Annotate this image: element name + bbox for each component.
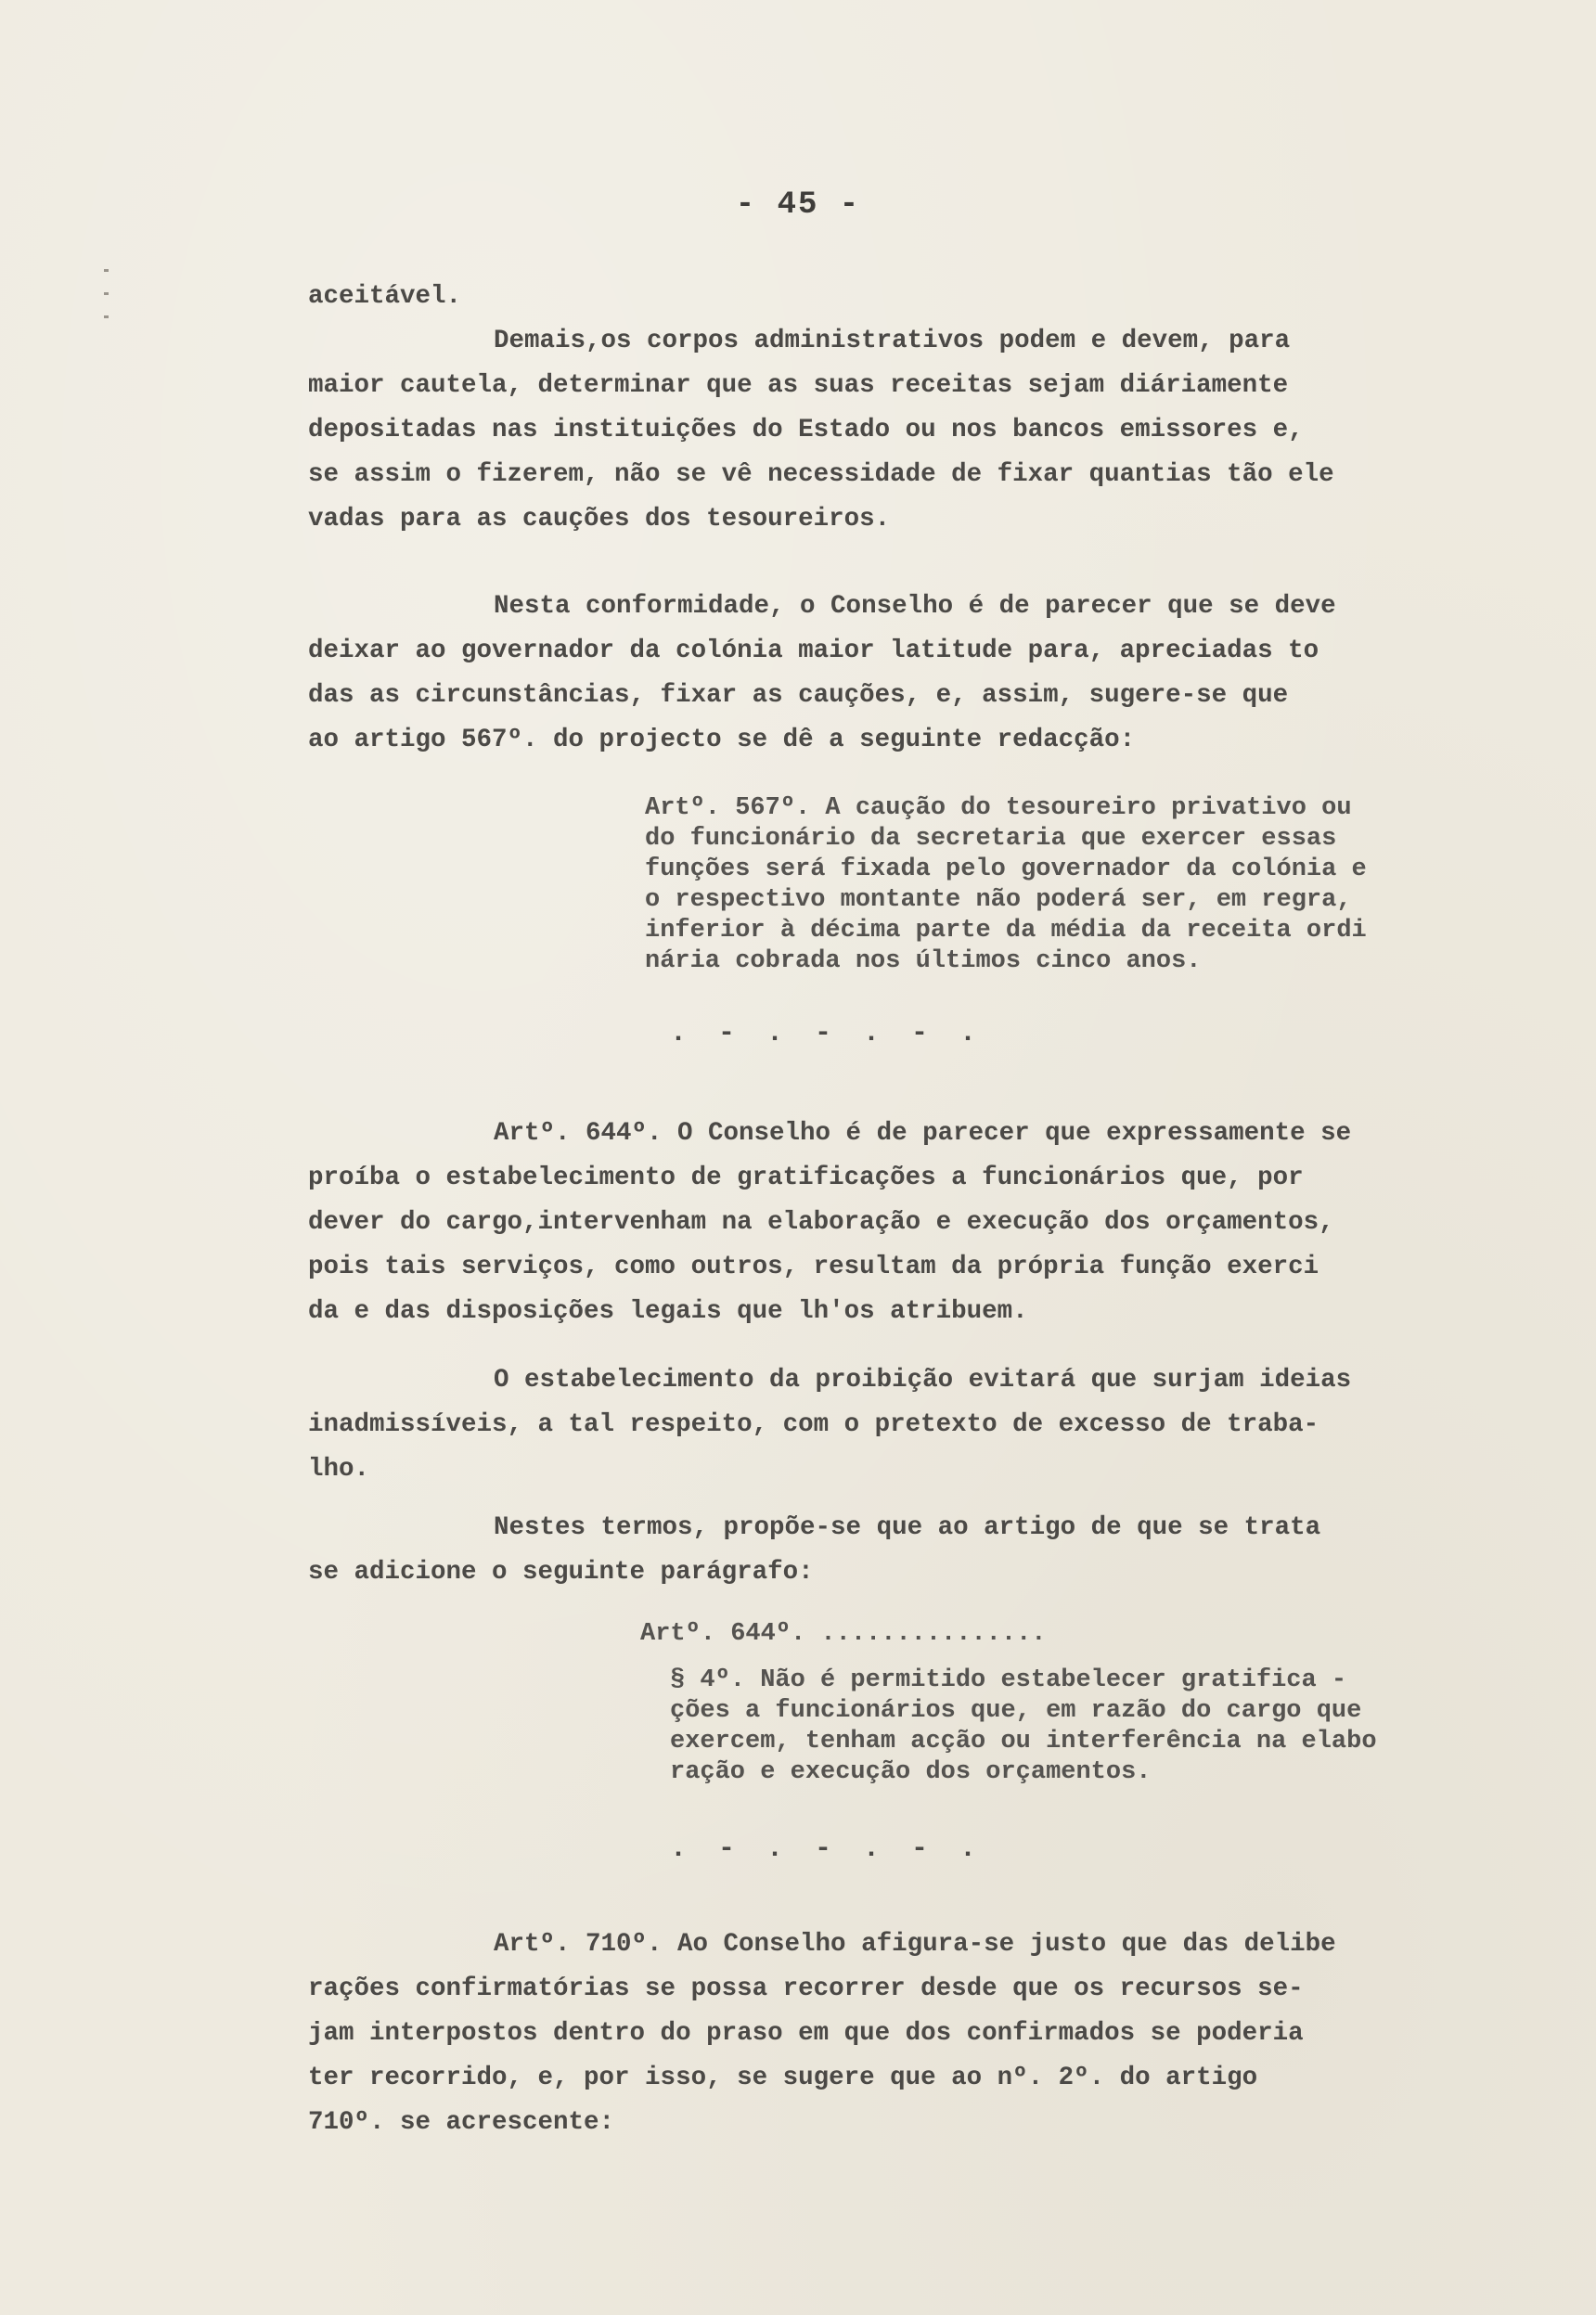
text-line: proíba o estabelecimento de gratificações a funcionários que, por	[308, 1164, 1304, 1192]
text-line: jam interpostos dentro do praso em que dos confirmados se poderia	[308, 2019, 1304, 2048]
text-line: dever do cargo,intervenham na elaboração e execução dos orçamentos,	[308, 1208, 1334, 1237]
text-line: ter recorrido, e, por isso, se sugere que ao nº. 2º. do artigo	[308, 2064, 1258, 2092]
text-line: se adicione o seguinte parágrafo:	[308, 1558, 814, 1587]
margin-mark	[104, 292, 109, 295]
text-line: inferior à décima parte da média da receita ordi	[645, 917, 1367, 945]
text-line: aceitável.	[308, 282, 462, 311]
page-number: - 45 -	[735, 187, 861, 223]
margin-mark	[104, 315, 109, 318]
text-line: pois tais serviços, como outros, resultam da própria função exerci	[308, 1253, 1319, 1281]
text-line: das as circunstâncias, fixar as cauções, e, assim, sugere-se que	[308, 681, 1289, 710]
paragraph-nesta-conformidade	[308, 585, 1542, 763]
text-line: maior cautela, determinar que as suas receitas sejam diáriamente	[308, 371, 1289, 400]
paragraph-estabelecimento	[308, 1358, 1542, 1492]
text-line: ao artigo 567º. do projecto se dê a seguinte redacção:	[308, 726, 1136, 754]
text-line: o respectivo montante não poderá ser, em regra,	[645, 886, 1352, 914]
quoted-article-567	[645, 793, 1540, 977]
text-line: Artº. 710º. Ao Conselho afigura-se justo que das delibe	[494, 1930, 1336, 1959]
margin-marks	[104, 269, 111, 339]
section-separator: . - . - . - .	[670, 1833, 985, 1865]
text-line: funções será fixada pelo governador da colónia e	[645, 855, 1367, 883]
text-line: ração e execução dos orçamentos.	[670, 1758, 1152, 1786]
text-line: depositadas nas instituições do Estado ou nos bancos emissores e,	[308, 416, 1304, 444]
paragraph-article-644	[308, 1112, 1542, 1334]
paragraph-article-710	[308, 1923, 1542, 2145]
text-line: Nestes termos, propõe-se que ao artigo de que se trata	[494, 1513, 1321, 1542]
text-line: Artº. 644º. O Conselho é de parecer que expressamente se	[494, 1119, 1352, 1148]
text-line: vadas para as cauções dos tesoureiros.	[308, 505, 891, 534]
text-line: ções a funcionários que, em razão do cargo que	[670, 1697, 1362, 1725]
paragraph-closing-and-demais	[308, 275, 1542, 542]
text-line: inadmissíveis, a tal respeito, com o pretexto de excesso de traba-	[308, 1410, 1319, 1439]
section-separator: . - . - . - .	[670, 1018, 985, 1049]
paragraph-nestes-termos	[308, 1506, 1542, 1595]
text-line: Demais,os corpos administrativos podem e devem, para	[494, 327, 1291, 355]
text-line: rações confirmatórias se possa recorrer desde que os recursos se-	[308, 1974, 1304, 2003]
text-line: § 4º. Não é permitido estabelecer gratifica -	[670, 1666, 1347, 1694]
text-line: se assim o fizerem, não se vê necessidade de fixar quantias tão ele	[308, 460, 1334, 489]
text-line: do funcionário da secretaria que exercer essas	[645, 825, 1337, 853]
text-line: nária cobrada nos últimos cinco anos.	[645, 947, 1202, 975]
text-line: exercem, tenham acção ou interferência na elabo	[670, 1728, 1377, 1756]
text-line: lho.	[308, 1455, 370, 1484]
text-line: Artº. 567º. A caução do tesoureiro privativo ou	[645, 794, 1352, 822]
text-line: Nesta conformidade, o Conselho é de parecer que se deve	[494, 592, 1336, 621]
text-line: 710º. se acrescente:	[308, 2108, 615, 2137]
quoted-article-644-heading: Artº. 644º. ...............	[640, 1620, 1047, 1648]
text-line: O estabelecimento da proibição evitará que surjam ideias	[494, 1366, 1352, 1395]
quoted-paragraph-4	[670, 1666, 1542, 1788]
text-line: da e das disposições legais que lh'os atribuem.	[308, 1297, 1028, 1326]
text-line: deixar ao governador da colónia maior latitude para, apreciadas to	[308, 637, 1319, 665]
margin-mark	[104, 269, 109, 272]
